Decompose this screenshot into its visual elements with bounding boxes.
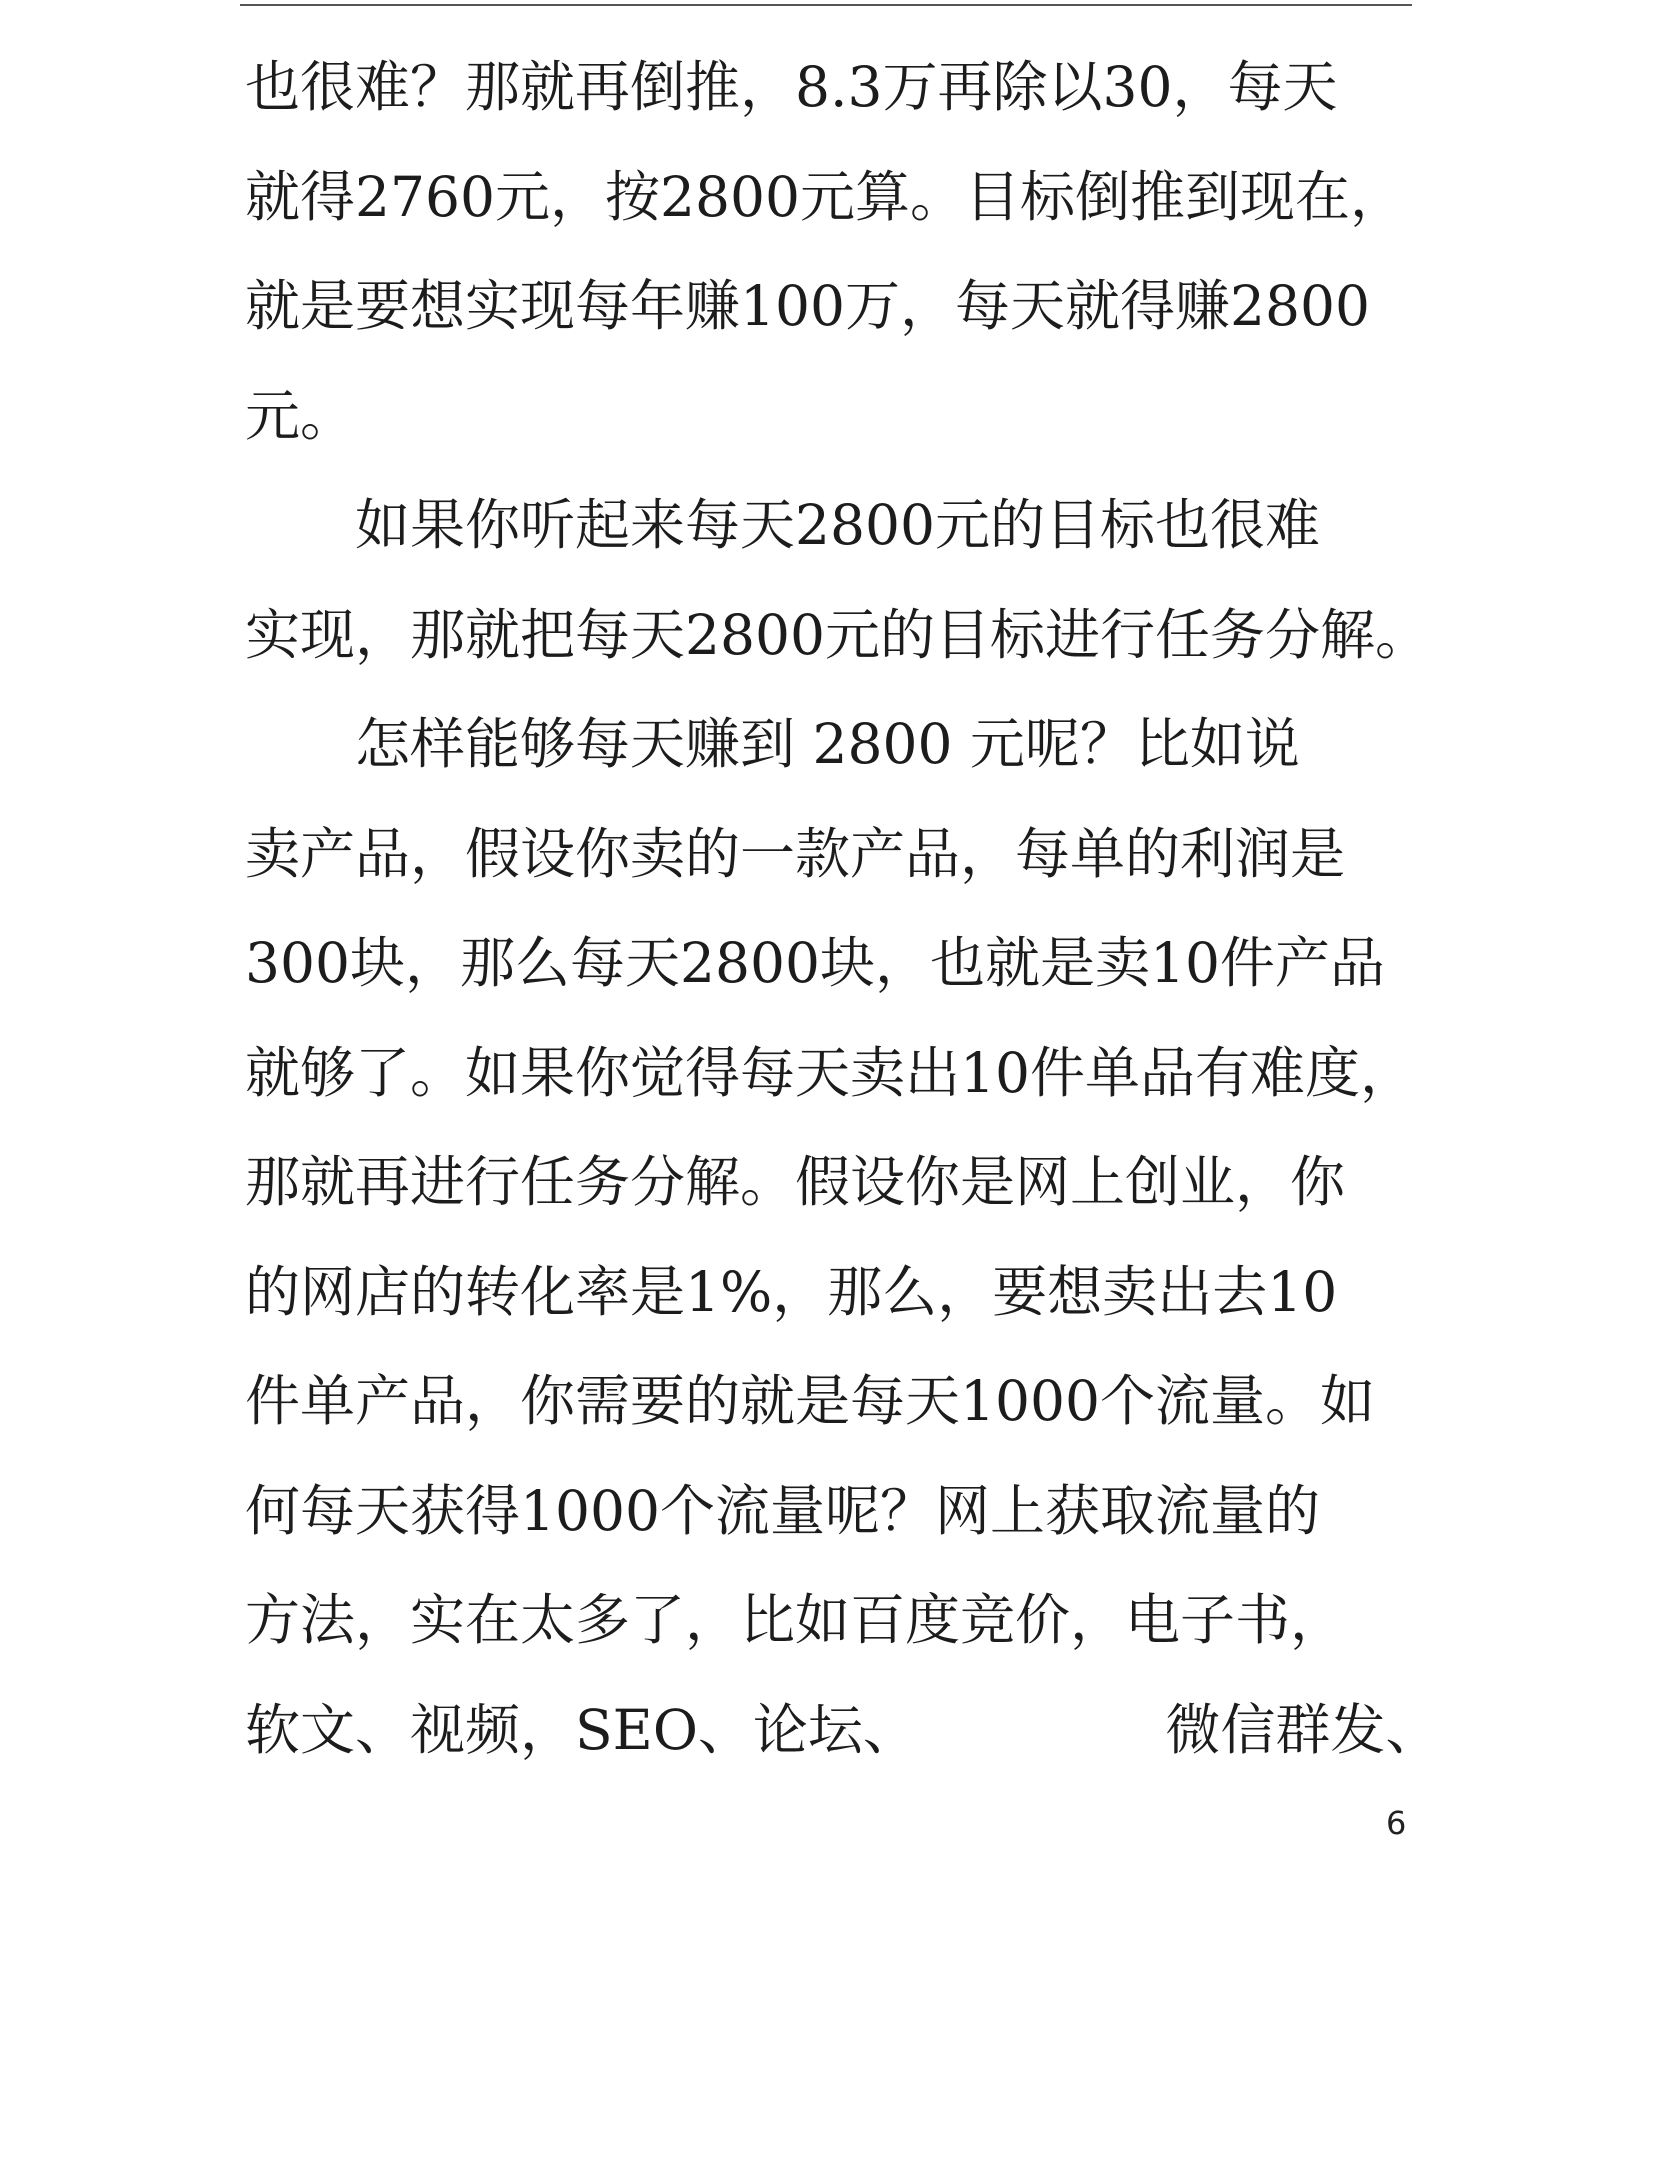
text-line: 那就再进行任务分解。假设你是网上创业，你 — [245, 1150, 1346, 1214]
text-line: 如果你听起来每天2800元的目标也很难 — [245, 493, 1320, 557]
body-text — [245, 55, 1441, 1808]
text-line: 件单产品，你需要的就是每天1000个流量。如 — [245, 1369, 1375, 1433]
text-line: 方法，实在太多了，比如百度竞价，电子书， — [245, 1588, 1346, 1652]
text-line: 何每天获得1000个流量呢？网上获取流量的 — [245, 1478, 1320, 1543]
top-rule — [240, 4, 1412, 6]
text-line: 就够了。如果你觉得每天卖出10件单品有难度， — [245, 1040, 1415, 1105]
text-line: 怎样能够每天赚到 2800 元呢？比如说 — [245, 712, 1300, 776]
page-number: 6 — [1386, 1804, 1407, 1842]
text-line: 元。 — [245, 383, 356, 448]
text-line: 软文、视频，SEO、论坛、 微信群发、 — [245, 1697, 1441, 1762]
text-line: 300块，那么每天2800块，也就是卖10件产品 — [245, 931, 1385, 995]
text-line: 就是要想实现每年赚100万，每天就得赚2800 — [245, 274, 1370, 338]
text-line: 的网店的转化率是1%，那么，要想卖出去10 — [245, 1259, 1338, 1324]
text-line: 就得2760元，按2800元算。目标倒推到现在， — [245, 164, 1405, 229]
text-line: 卖产品，假设你卖的一款产品，每单的利润是 — [245, 821, 1346, 886]
text-line: 实现，那就把每天2800元的目标进行任务分解。 — [245, 602, 1430, 667]
text-line: 也很难？那就再倒推，8.3万再除以30，每天 — [245, 55, 1338, 119]
